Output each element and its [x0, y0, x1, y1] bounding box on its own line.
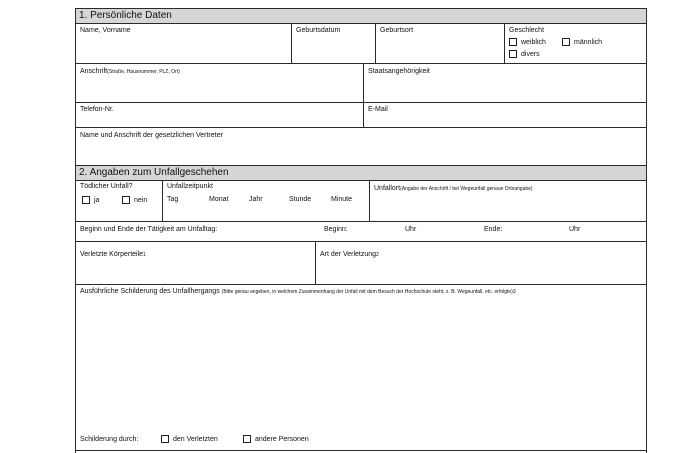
col-divider: [504, 23, 505, 63]
footnote-ref: 3: [512, 289, 516, 295]
rule: [75, 180, 647, 181]
description-label: [80, 288, 640, 296]
time-day: Tag: [167, 196, 179, 203]
uhr-label: Uhr: [405, 226, 417, 233]
begin-label: Beginn:: [324, 226, 348, 233]
rule: [75, 241, 647, 242]
body-part-label-text: Verletzte Körperteile: [80, 251, 144, 258]
described-by-injured-label: den Verletzten: [173, 436, 218, 443]
described-by-injured-checkbox[interactable]: [161, 435, 169, 443]
col-divider: [315, 241, 316, 284]
section2-heading: 2. Angaben zum Unfallgeschehen: [79, 167, 229, 178]
col-divider: [363, 63, 364, 127]
nationality-label: Staatsangehörigkeit: [368, 68, 430, 75]
address-label-text: Anschrift: [80, 68, 108, 75]
rule: [75, 102, 647, 103]
injury-type-label: [320, 251, 379, 259]
rule: [75, 221, 647, 222]
accident-report-form: [75, 0, 647, 453]
fatal-no-checkbox[interactable]: [122, 196, 130, 204]
col-divider: [291, 23, 292, 63]
fatal-yes-label: ja: [94, 197, 100, 204]
address-hint: (Straße, Hausnummer, PLZ, Ort): [107, 69, 180, 75]
fatal-yes-checkbox[interactable]: [82, 196, 90, 204]
end-label: Ende:: [484, 226, 503, 233]
body-part-label: [80, 251, 146, 259]
address-label: [80, 68, 180, 76]
gender-female-checkbox[interactable]: [509, 38, 517, 46]
described-by-others-label: andere Personen: [255, 436, 309, 443]
frame-right: [646, 8, 647, 453]
fatal-no-label: nein: [134, 197, 148, 204]
rule: [75, 23, 647, 24]
pob-label: Geburtsort: [380, 27, 414, 34]
col-divider: [375, 23, 376, 63]
described-by-others-checkbox[interactable]: [243, 435, 251, 443]
gender-male-checkbox[interactable]: [562, 38, 570, 46]
time-hour: Stunde: [289, 196, 312, 203]
time-minute: Minute: [331, 196, 353, 203]
frame-left: [75, 8, 76, 453]
uhr-label: Uhr: [569, 226, 581, 233]
guardian-label: Name und Anschrift der gesetzlichen Vertreter: [80, 132, 223, 139]
place-label-text: Unfallort: [374, 185, 401, 192]
rule: [75, 8, 647, 9]
description-label-text: Ausführliche Schilderung des Unfallhergangs: [80, 288, 220, 295]
rule: [75, 63, 647, 64]
col-divider: [369, 180, 370, 221]
footnote-ref: 2: [376, 252, 379, 258]
gender-diverse-label: divers: [521, 51, 540, 58]
description-hint: (Bitte genau angeben, in welchem Zusammenhang der Unfall mit dem Besuch der Hochschule steht, z. B. Wegeunfall, etc. erfolgte): [221, 289, 513, 295]
rule: [75, 284, 647, 285]
place-label: [374, 185, 533, 193]
dob-label: Geburtsdatum: [296, 27, 341, 34]
time-month: Monat: [209, 196, 229, 203]
work-time-label: Beginn und Ende der Tätigkeit am Unfalltag:: [80, 226, 218, 233]
time-label: Unfallzeitpunkt: [167, 183, 213, 190]
fatal-label: Tödlicher Unfall?: [80, 183, 133, 190]
gender-male-label: männlich: [574, 39, 603, 46]
col-divider: [162, 180, 163, 221]
injury-type-label-text: Art der Verletzung: [320, 251, 377, 258]
rule: [75, 127, 647, 128]
gender-diverse-checkbox[interactable]: [509, 50, 517, 58]
time-year: Jahr: [249, 196, 263, 203]
phone-label: Telefon-Nr.: [80, 106, 114, 113]
email-label: E-Mail: [368, 106, 388, 113]
footnote-ref: 1: [143, 252, 146, 258]
name-label: Name, Vorname: [80, 27, 131, 34]
section1-heading: 1. Persönliche Daten: [79, 10, 172, 21]
place-hint: (Angabe der Anschrift / bei Wegeunfall genaue Ortsangabe): [400, 186, 533, 192]
gender-label: Geschlecht: [509, 27, 545, 34]
gender-female-label: weiblich: [521, 39, 546, 46]
described-by-label: Schilderung durch:: [80, 436, 139, 443]
rule: [75, 450, 647, 451]
